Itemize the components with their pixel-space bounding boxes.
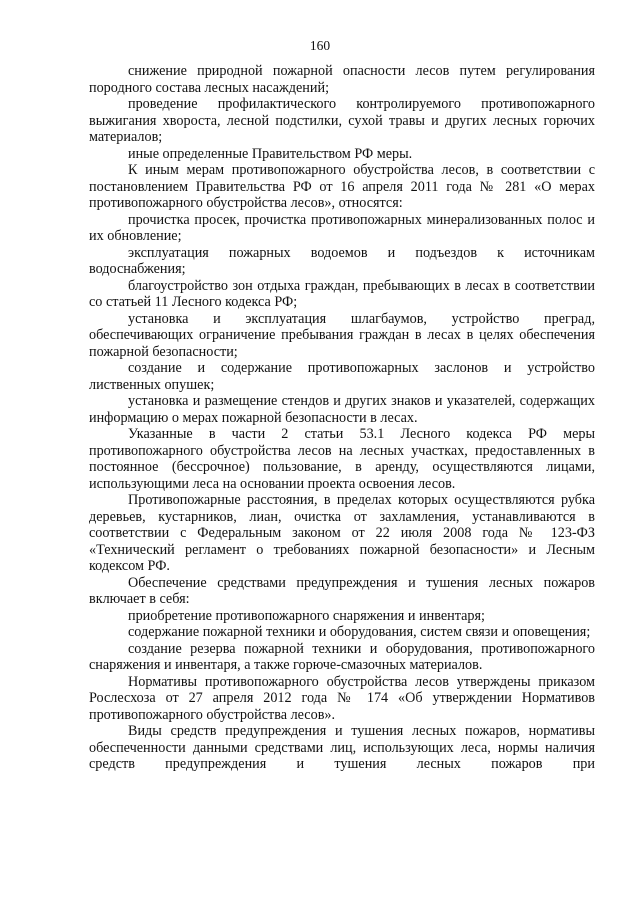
paragraph: создание и содержание противопожарных заслонов и устройство лиственных опушек; [89, 360, 595, 393]
paragraph: К иным мерам противопожарного обустройства лесов, в соответствии с постановлением Правительства РФ от 16 апреля 2011 года № 281 «О мерах противопожарного обустройства лесов», относятся: [89, 162, 595, 211]
paragraph: создание резерва пожарной техники и оборудования, противопожарного снаряжения и инвентаря, а также горюче-смазочных материалов. [89, 640, 595, 673]
page-number: 160 [309, 38, 331, 53]
paragraph: Нормативы противопожарного обустройства лесов утверждены приказом Рослесхоза от 27 апреля 2012 года № 174 «Об утверждении Нормативов противопожарного обустройства лесов». [89, 673, 595, 723]
paragraph: эксплуатация пожарных водоемов и подъездов к источникам водоснабжения; [89, 244, 595, 277]
paragraph: Виды средств предупреждения и тушения лесных пожаров, нормативы обеспеченности данными средствами лиц, использующих леса, нормы наличия средств предупреждения и тушения лесных пожаров при [89, 723, 595, 772]
paragraph: прочистка просек, прочистка противопожарных минерализованных полос и их обновление; [89, 211, 595, 244]
paragraph: Указанные в части 2 статьи 53.1 Лесного кодекса РФ меры противопожарного обустройства лесов на лесных участках, предоставленных в постоянное (бессрочное) пользование, в аренду, осуществляются лицами, использующими леса на основании проекта освоения лесов. [89, 426, 595, 492]
paragraph: снижение природной пожарной опасности лесов путем регулирования породного состава лесных насаждений; [89, 63, 595, 96]
paragraph: Противопожарные расстояния, в пределах которых осуществляются рубка деревьев, кустарников, лиан, очистка от захламления, устанавливаются в соответствии с Федеральным законом от 22 июля 2008 года № 123-ФЗ «Технический регламент о требованиях пожарной безопасности» и Лесным кодексом РФ. [89, 492, 595, 574]
paragraph: Обеспечение средствами предупреждения и тушения лесных пожаров включает в себя: [89, 574, 595, 607]
paragraph: благоустройство зон отдыха граждан, пребывающих в лесах в соответствии со статьей 11 Лесного кодекса РФ; [89, 277, 595, 310]
paragraph: содержание пожарной техники и оборудования, систем связи и оповещения; [128, 624, 591, 640]
paragraph: проведение профилактического контролируемого противопожарного выжигания хвороста, лесной подстилки, сухой травы и других лесных горючих материалов; [89, 96, 595, 145]
paragraph: иные определенные Правительством РФ меры. [128, 145, 413, 162]
paragraph: приобретение противопожарного снаряжения и инвентаря; [128, 607, 485, 624]
paragraph: установка и эксплуатация шлагбаумов, устройство преград, обеспечивающих ограничение пребывания граждан в лесах в целях обеспечения пожарной безопасности; [89, 310, 595, 360]
paragraph: установка и размещение стендов и других знаков и указателей, содержащих информацию о мерах пожарной безопасности в лесах. [89, 393, 595, 426]
document-body [89, 63, 595, 773]
